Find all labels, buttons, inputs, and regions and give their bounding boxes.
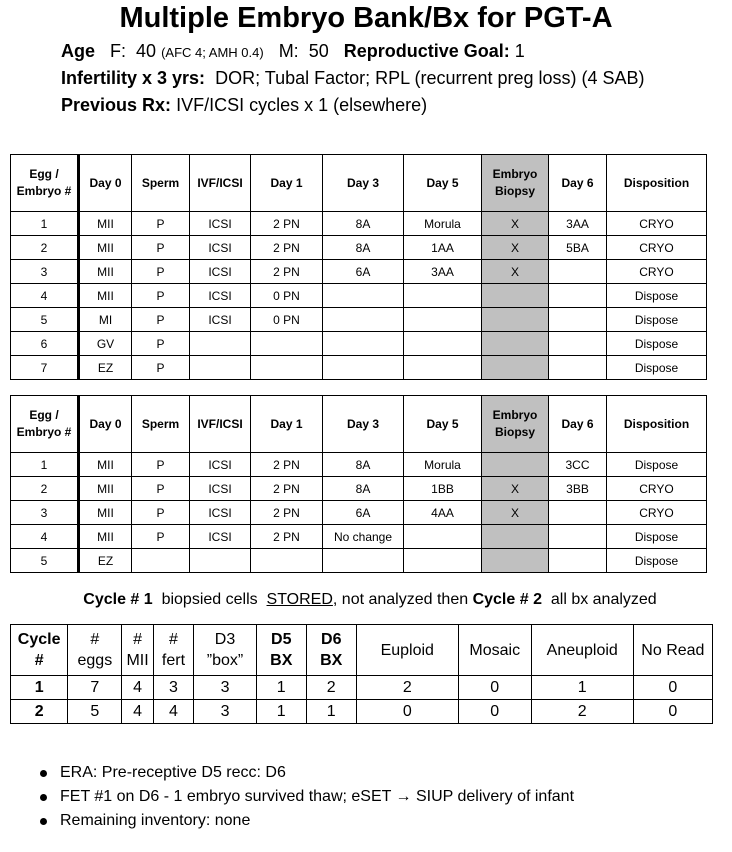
cycle1-header-row [11,155,707,212]
table-row [11,453,707,477]
table-cell: MII [79,212,132,236]
summary-header-line2: MII [126,652,149,669]
caption-part3: all bx analyzed [550,591,657,608]
table-cell: 5BA [549,236,607,260]
caption-cycle1: Cycle # 1 [83,591,153,608]
summary-header-line1: No Read [641,641,705,659]
cycle1-header-cell: Day 5 [404,155,482,212]
table-cell: 2 [11,477,79,501]
table-cell: GV [79,332,132,356]
table-cell: P [132,260,190,284]
cycle1-header-cell: Day 0 [79,155,132,212]
summary-cell: 2 [356,676,458,700]
summary-header-line2: # [34,652,44,669]
table-cell [251,356,323,380]
table-cell [404,332,482,356]
table-row [11,676,713,700]
male-age: 50 [308,41,329,61]
table-cell: ICSI [190,212,251,236]
cycle2-embryo-table [10,395,707,573]
cycle2-header-row [11,396,707,453]
table-cell: Dispose [607,525,707,549]
table-cell [549,260,607,284]
cycle2-header-cell: Day 3 [323,396,404,453]
summary-header-cell [256,625,306,676]
table-cell: 2 PN [251,236,323,260]
table-cell: P [132,236,190,260]
table-row [11,236,707,260]
table-row [11,308,707,332]
table-cell [323,308,404,332]
table-cell: MII [79,260,132,284]
table-cell: ICSI [190,308,251,332]
table-cell [404,525,482,549]
table-cell [549,549,607,573]
cycle2-header-cell: Day 6 [549,396,607,453]
table-cell [323,356,404,380]
summary-header-line2: fert [161,652,186,669]
summary-cell: 1 [306,700,356,724]
table-cell [549,284,607,308]
table-cell: 5 [11,308,79,332]
summary-header-cell [68,625,122,676]
table-row [11,332,707,356]
summary-cell: 1 [256,676,306,700]
table-cell: 2 PN [251,477,323,501]
table-cell [549,332,607,356]
table-cell: CRYO [607,477,707,501]
note-text: Remaining inventory: none [60,812,251,829]
summary-cell: 4 [153,700,194,724]
summary-cell: 1 [11,676,68,700]
previous-rx-value: IVF/ICSI cycles x 1 (elsewhere) [176,95,428,115]
table-cell: ICSI [190,477,251,501]
goal-value: 1 [514,41,525,61]
summary-cell: 0 [633,676,712,700]
table-cell: 3 [11,501,79,525]
table-cell: 0 PN [251,284,323,308]
summary-header-line1: D6 [321,631,342,648]
list-item [40,761,574,785]
table-cell: P [132,453,190,477]
summary-header-cell [356,625,458,676]
table-cell [482,284,549,308]
summary-header-line1: D5 [271,631,292,648]
summary-header-cell [458,625,531,676]
table-cell: X [482,260,549,284]
table-cell [482,549,549,573]
table-row [11,356,707,380]
table-row [11,477,707,501]
summary-header-line2: eggs [77,652,113,669]
table-cell [549,308,607,332]
table-cell [404,549,482,573]
summary-header-cell [306,625,356,676]
table-cell [323,549,404,573]
table-cell: CRYO [607,236,707,260]
table-cell [251,332,323,356]
table-cell: P [132,477,190,501]
summary-header-line2: BX [270,652,293,669]
table-cell: No change [323,525,404,549]
age-label: Age [61,41,96,61]
table-cell: ICSI [190,236,251,260]
notes-list [40,761,574,833]
table-cell: P [132,212,190,236]
infertility-line [61,67,645,89]
table-cell [323,332,404,356]
table-row [11,501,707,525]
table-cell: Dispose [607,356,707,380]
cycle1-header-cell: Disposition [607,155,707,212]
summary-cell: 0 [458,676,531,700]
table-cell: Dispose [607,453,707,477]
summary-header-line1: Euploid [380,641,434,659]
table-cell [549,525,607,549]
list-item [40,809,574,833]
table-cell [482,332,549,356]
table-cell: 3AA [549,212,607,236]
caption-stored: STORED [266,591,333,608]
table-cell: MII [79,453,132,477]
table-cell [549,501,607,525]
table-cell: 8A [323,453,404,477]
table-cell: 4 [11,525,79,549]
table-cell: X [482,212,549,236]
summary-header-cell [531,625,633,676]
cycle1-header-cell: Sperm [132,155,190,212]
table-cell: X [482,477,549,501]
table-row [11,212,707,236]
summary-header-line1: # [90,631,100,648]
table-cell: 4 [11,284,79,308]
summary-cell: 5 [68,700,122,724]
table-cell: 8A [323,212,404,236]
table-cell [482,356,549,380]
table-cell: X [482,236,549,260]
bullet-icon [40,770,47,777]
summary-header-line2: BX [320,652,343,669]
summary-cell: 2 [531,700,633,724]
cycle-caption [0,590,732,610]
cycle1-header-cell: Day 6 [549,155,607,212]
table-cell: 5 [11,549,79,573]
female-age: 40 [136,41,157,61]
summary-cell: 1 [256,700,306,724]
table-cell: 7 [11,356,79,380]
cycle1-header-cell: Day 3 [323,155,404,212]
table-cell: P [132,501,190,525]
summary-header-cell [153,625,194,676]
table-row [11,284,707,308]
table-cell: 3 [11,260,79,284]
table-cell: ICSI [190,260,251,284]
cycle2-header-cell: Day 1 [251,396,323,453]
cycle-summary-table [10,624,713,724]
table-cell: 1BB [404,477,482,501]
table-cell: MII [79,501,132,525]
table-cell [549,356,607,380]
cycle1-header-cell: Day 1 [251,155,323,212]
table-cell: 1 [11,212,79,236]
previous-rx-label: Previous Rx: [61,95,172,115]
caption-part2: , not analyzed then [332,591,469,608]
female-detail: (AFC 4; AMH 0.4) [161,45,264,60]
cycle2-header-cell: Sperm [132,396,190,453]
table-cell: P [132,308,190,332]
cycle2-header-cell: Day 5 [404,396,482,453]
age-line [61,40,525,64]
summary-header-line1: # [169,631,178,648]
infertility-label: Infertility x 3 yrs: [61,68,206,88]
table-cell: 6A [323,501,404,525]
table-cell: P [132,525,190,549]
summary-cell: 3 [153,676,194,700]
table-cell [404,284,482,308]
table-cell: P [132,284,190,308]
cycle2-header-cell: Embryo Biopsy [482,396,549,453]
summary-body [11,676,713,724]
table-cell: CRYO [607,260,707,284]
summary-cell: 3 [194,700,256,724]
table-cell: 4AA [404,501,482,525]
table-cell: Dispose [607,308,707,332]
cycle1-body [11,212,707,380]
table-cell: 3BB [549,477,607,501]
table-cell: 2 PN [251,212,323,236]
table-cell [482,453,549,477]
table-cell [190,549,251,573]
table-cell: MII [79,236,132,260]
cycle1-header-cell: Egg / Embryo # [11,155,79,212]
table-row [11,700,713,724]
table-cell: Dispose [607,284,707,308]
infertility-value: DOR; Tubal Factor; RPL (recurrent preg loss) (4 SAB) [215,68,645,88]
table-cell: 2 PN [251,260,323,284]
cycle2-header-cell: IVF/ICSI [190,396,251,453]
summary-cell: 3 [194,676,256,700]
note-text: FET #1 on D6 - 1 embryo survived thaw; eSET → SIUP delivery of infant [60,788,575,805]
summary-header-line1: Mosaic [469,641,521,659]
summary-cell: 7 [68,676,122,700]
table-row [11,549,707,573]
table-row [11,260,707,284]
summary-cell: 2 [306,676,356,700]
summary-cell: 0 [633,700,712,724]
cycle2-body [11,453,707,573]
cycle1-embryo-table [10,154,707,380]
summary-header-cell [11,625,68,676]
table-cell: EZ [79,356,132,380]
table-cell [251,549,323,573]
bullet-icon [40,818,47,825]
note-text: ERA: Pre-receptive D5 recc: D6 [60,764,286,781]
summary-header-cell [122,625,153,676]
list-item [40,785,574,809]
table-cell: 2 [11,236,79,260]
page-title: Multiple Embryo Bank/Bx for PGT-A [119,2,613,34]
table-cell [190,332,251,356]
table-cell: ICSI [190,453,251,477]
table-cell: MII [79,525,132,549]
table-cell: 2 PN [251,525,323,549]
table-cell [404,308,482,332]
table-cell: P [132,332,190,356]
summary-header-line2: ”box” [206,652,244,669]
cycle2-header-cell: Egg / Embryo # [11,396,79,453]
summary-cell: 0 [458,700,531,724]
table-cell: ICSI [190,525,251,549]
table-row [11,525,707,549]
summary-header-cell [633,625,712,676]
table-cell: MII [79,477,132,501]
table-cell: 0 PN [251,308,323,332]
table-cell: Dispose [607,549,707,573]
summary-cell: 0 [356,700,458,724]
summary-cell: 4 [122,700,153,724]
caption-part1: biopsied cells [161,591,258,608]
table-cell: 8A [323,236,404,260]
previous-rx-line [61,94,427,116]
cycle1-header-cell: IVF/ICSI [190,155,251,212]
summary-header-line1: Aneuploid [546,641,618,659]
summary-header-line1: D3 [214,631,236,648]
table-cell: ICSI [190,284,251,308]
summary-header-row [11,625,713,676]
table-cell: MII [79,284,132,308]
table-cell: 3CC [549,453,607,477]
summary-header-line1: # [133,631,142,648]
table-cell: EZ [79,549,132,573]
summary-cell: 2 [11,700,68,724]
male-label: M: [278,41,299,61]
table-cell [404,356,482,380]
goal-label: Reproductive Goal: [343,41,510,61]
table-cell: ICSI [190,501,251,525]
table-cell: 1AA [404,236,482,260]
table-cell: MI [79,308,132,332]
table-cell [482,308,549,332]
table-cell: 6 [11,332,79,356]
table-cell: 3AA [404,260,482,284]
table-cell [190,356,251,380]
table-cell: CRYO [607,212,707,236]
cycle2-header-cell: Disposition [607,396,707,453]
table-cell: X [482,501,549,525]
table-cell: 1 [11,453,79,477]
summary-header-line1: Cycle [17,631,61,648]
table-cell: Morula [404,212,482,236]
cycle1-header-cell: Embryo Biopsy [482,155,549,212]
table-cell: 8A [323,477,404,501]
summary-header-cell [194,625,256,676]
bullet-icon [40,794,47,801]
cycle2-header-cell: Day 0 [79,396,132,453]
table-cell [482,525,549,549]
summary-cell: 4 [122,676,153,700]
table-cell: P [132,356,190,380]
table-cell: 2 PN [251,453,323,477]
table-cell [132,549,190,573]
table-cell: Morula [404,453,482,477]
table-cell [323,284,404,308]
table-cell: 2 PN [251,501,323,525]
caption-cycle2: Cycle # 2 [472,591,542,608]
table-cell: 6A [323,260,404,284]
female-label: F: [110,41,127,61]
table-cell: CRYO [607,501,707,525]
table-cell: Dispose [607,332,707,356]
summary-cell: 1 [531,676,633,700]
